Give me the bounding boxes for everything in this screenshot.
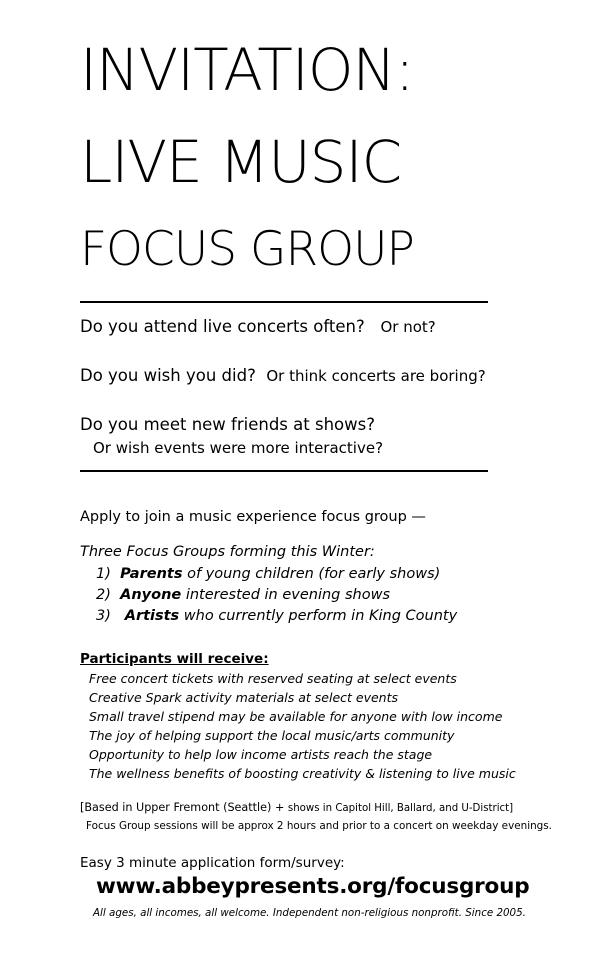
group-1-name: Parents [120,566,183,582]
groups-intro: Three Focus Groups forming this Winter: [80,544,375,560]
group-1-number: 1) [96,566,111,582]
group-3-number: 3) [96,608,111,624]
receive-title: Participants will receive: [80,651,269,667]
group-3-name: Artists [124,608,180,624]
title-line-1: INVITATION: [80,36,414,104]
application-label: Easy 3 minute application form/survey: [80,855,345,871]
question-1-main: Do you attend live concerts often? [80,317,365,336]
question-1-alt: Or not? [380,318,436,336]
question-2 [80,366,486,385]
group-3-detail: who currently perform in King County [183,608,458,624]
focusgroup-link[interactable]: www.abbeypresents.org/focusgroup [96,874,530,899]
question-2-main: Do you wish you did? [80,366,256,385]
location-base: [Based in Upper Fremont (Seattle) + [80,801,285,814]
group-item-2 [96,587,390,603]
receive-item: Creative Spark activity materials at select events [89,690,399,705]
title-line-2: LIVE MUSIC [80,128,402,196]
location-shows: shows in Capitol Hill, Ballard, and U-District] [287,803,514,814]
session-note: Focus Group sessions will be approx 2 hours and prior to a concert on weekday evenings. [86,820,552,832]
receive-item: The wellness benefits of boosting creativity & listening to live music [89,766,516,781]
title-line-3: FOCUS GROUP [80,222,414,277]
group-item-3 [96,608,457,624]
question-3-main: Do you meet new friends at shows? [80,415,375,434]
receive-item: Free concert tickets with reserved seating at select events [89,671,457,686]
question-2-alt: Or think concerts are boring? [266,367,486,385]
divider-bottom [80,470,488,472]
apply-text: Apply to join a music experience focus group — [80,509,426,525]
question-3-alt: Or wish events were more interactive? [93,439,384,457]
receive-item: Opportunity to help low income artists reach the stage [89,747,433,762]
divider-top [80,301,488,303]
location-note [80,801,513,814]
group-2-number: 2) [96,587,111,603]
receive-item: Small travel stipend may be available for anyone with low income [89,709,503,724]
footer-note: All ages, all incomes, all welcome. Independent non-religious nonprofit. Since 2005. [93,907,526,919]
question-1 [80,317,436,336]
group-2-name: Anyone [120,587,182,603]
group-2-detail: interested in evening shows [185,587,391,603]
group-item-1 [96,566,440,582]
group-1-detail: of young children (for early shows) [187,566,441,582]
receive-item: The joy of helping support the local music/arts community [89,728,455,743]
